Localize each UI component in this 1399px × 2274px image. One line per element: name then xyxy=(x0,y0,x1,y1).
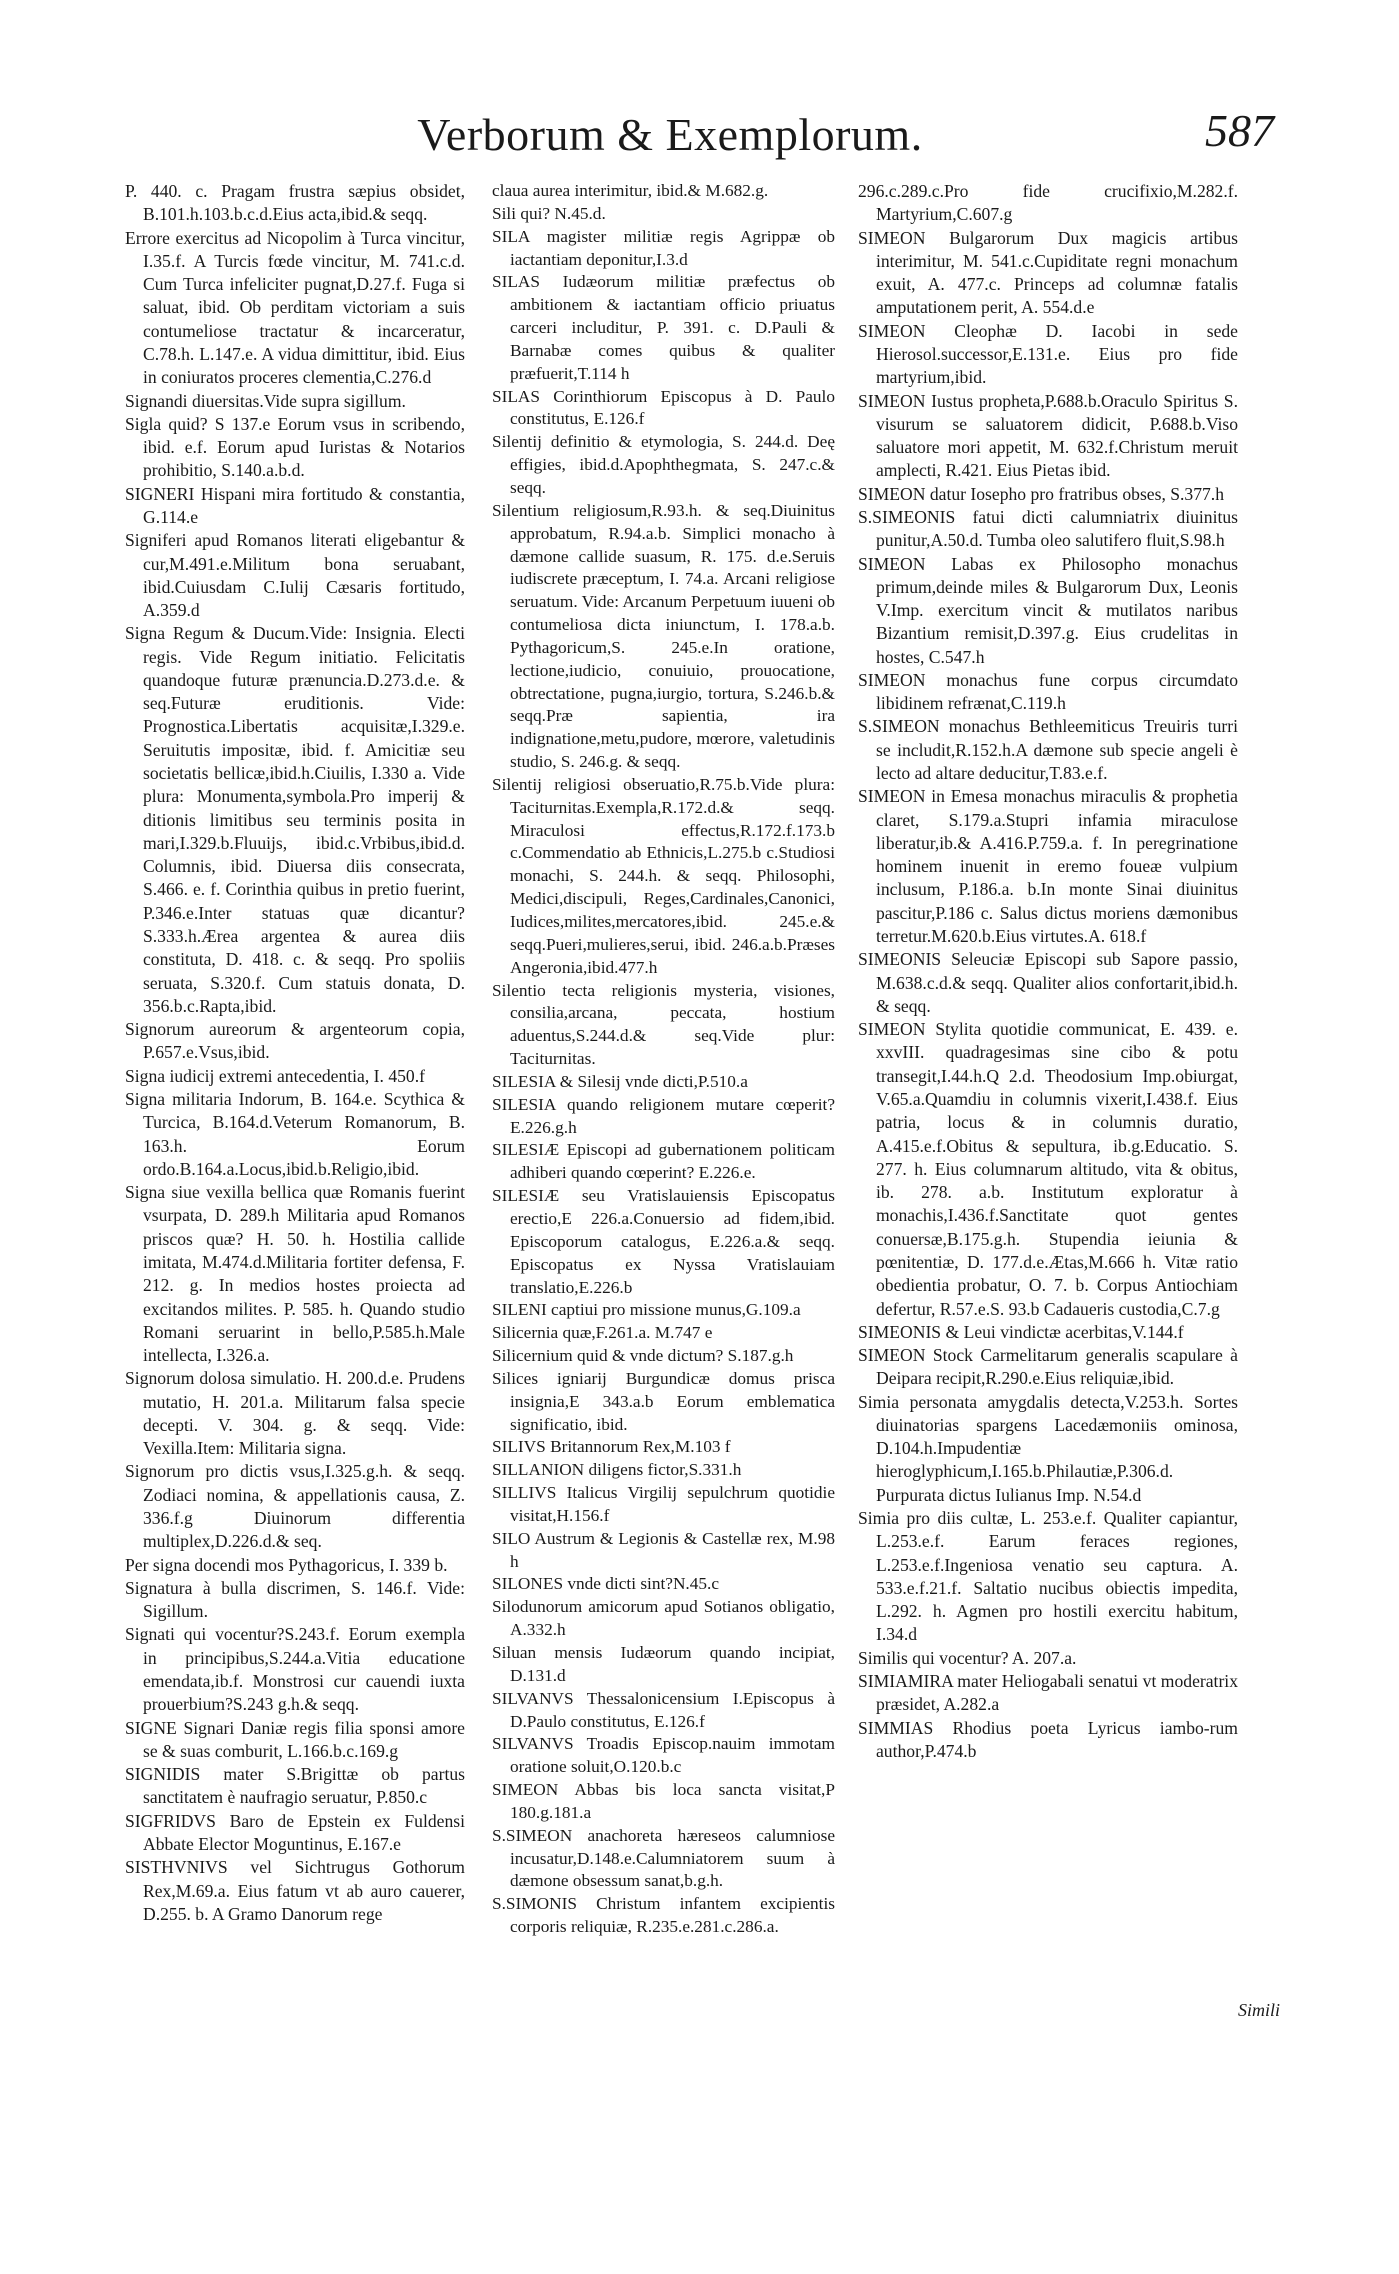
index-entry: SILENI captiui pro missione munus,G.109.a xyxy=(492,1300,801,1320)
index-entry: SILLIVS Italicus Virgilij sepulchrum quotidie visitat,H.156.f xyxy=(492,1483,835,1525)
index-entry: SIMEONIS & Leui vindictæ acerbitas,V.144.f xyxy=(858,1321,1184,1342)
index-entry: SIMIAMIRA mater Heliogabali senatui vt moderatrix præsidet, A.282.a xyxy=(858,1671,1238,1715)
index-entry: Siluan mensis Iudæorum quando incipiat, D.131.d xyxy=(492,1643,835,1685)
index-entry: Silentio tecta religionis mysteria, visiones, consilia,arcana, peccata, hostium aduentus,S.244.d.& seq.Vide plur: Taciturnitas. xyxy=(492,980,835,1069)
index-entry: SILONES vnde dicti sint?N.45.c xyxy=(492,1574,720,1594)
index-entry: Silodunorum amicorum apud Sotianos obligatio, A.332.h xyxy=(492,1597,835,1640)
index-entry: Signa siue vexilla bellica quæ Romanis fuerint vsurpata, D. 289.h Militaria apud Romanos priscos quæ? H. 50. h. Hostilia callide imitata, M.474.d.Militaria fortiter defensa, F. 212. g. In medios hostes proiecta ad excitandos milites. P. 585. h. Quando studio Romani seruarint in bello,P.585.h.Male intellecta, I.326.a. xyxy=(125,1182,465,1366)
index-entry: Simia pro diis cultæ, L. 253.e.f. Qualiter capiantur, L.253.e.f. Earum feraces regiones, L.253.e.f.Ingeniosa venatio seu captura. A. 533.e.f.21.f. Saltatio nucibus obiectis impedita, L.292. h. Agmen pro hostili exercitu habitum, I.34.d xyxy=(858,1508,1238,1645)
index-entry: SILESIÆ seu Vratislauiensis Episcopatus erectio,E 226.a.Conuersio ad fidem,ibid. Episcoporum catalogus, E.226.a.& seqq. Episcopatus ex Nyssa Vratislauiam translatio,E.226.b xyxy=(492,1186,835,1297)
index-entry: SIMEON Labas ex Philosopho monachus primum,deinde miles & Bulgarorum Dux, Leonis V.Imp. exercitum vincit & mutilatos naribus Bizantium remisit,D.397.g. Eius crudelitas in hostes, C.547.h xyxy=(858,553,1238,667)
index-entry: Silicernia quæ,F.261.a. M.747 e xyxy=(492,1323,713,1343)
index-entry: Errore exercitus ad Nicopolim à Turca vincitur, I.35.f. A Turcis fœde vincitur, M. 741.c.d. Cum Turca infeliciter pugnat,D.27.f. Fuga si saluat, ibid. Ob perditam victoriam a suis contumeliose tractatur & incarceratur, C.78.h. L.147.e. A vidua dimittitur, ibid. Eius in coniuratos proceres clementia,C.276.d xyxy=(125,227,465,388)
index-entry: SIGFRIDVS Baro de Epstein ex Fuldensi Abbate Elector Moguntinus, E.167.e xyxy=(125,1810,465,1854)
index-entry: SIMEON Bulgarorum Dux magicis artibus interimitur, M. 541.c.Cupiditate regni monachum exuit, A. 477.c. Princeps ad columnæ fatalis amputationem perit, A. 554.d.e xyxy=(858,227,1238,318)
index-entry: SILESIA & Silesij vnde dicti,P.510.a xyxy=(492,1071,748,1091)
index-entry: Per signa docendi mos Pythagoricus, I. 339 b. xyxy=(125,1554,448,1575)
index-entry: SIMEON datur Iosepho pro fratribus obses, S.377.h xyxy=(858,483,1225,504)
index-entry: S.SIMEON monachus Bethleemiticus Treuiris turri se includit,R.152.h.A dæmone sub specie angeli è lecto ad altare deducitur,T.83.e.f. xyxy=(858,716,1238,784)
index-entry: Signorum dolosa simulatio. H. 200.d.e. Prudens mutatio, H. 201.a. Militarum falsa specie decepti. V. 304. g. & seqq. Vide: Vexilla.Item: Militaria signa. xyxy=(125,1368,465,1459)
index-entry: Signa iudicij extremi antecedentia, I. 450.f xyxy=(125,1065,425,1086)
index-entry: SIMMIAS Rhodius poeta Lyricus iambo-rum author,P.474.b xyxy=(858,1717,1238,1761)
index-entry: Signorum aureorum & argenteorum copia, P.657.e.Vsus,ibid. xyxy=(125,1019,465,1063)
index-entry: Signatura à bulla discrimen, S. 146.f. Vide: Sigillum. xyxy=(125,1577,465,1622)
index-entry: S.SIMONIS Christum infantem excipientis corporis reliquiæ, R.235.e.281.c.286.a. xyxy=(492,1894,835,1937)
index-entry: SIGNERI Hispani mira fortitudo & constantia, G.114.e xyxy=(125,483,465,527)
index-entry: S.SIMEON anachoreta hæreseos calumniose incusatur,D.148.e.Calumniatorem suum à dæmone obsessum sanat,b.g.h. xyxy=(492,1825,835,1891)
index-entry: SIMEON Stock Carmelitarum generalis scapulare à Deipara recipit,R.290.e.Eius reliquiæ,ibid. xyxy=(858,1345,1238,1389)
index-entry: SILA magister militiæ regis Agrippæ ob iactantiam deponitur,I.3.d xyxy=(492,226,835,269)
index-entry: SILO Austrum & Legionis & Castellæ rex, M.98 h xyxy=(492,1528,835,1571)
index-entry: SIMEON Cleophæ D. Iacobi in sede Hierosol.successor,E.131.e. Eius pro fide martyrium,ibid. xyxy=(858,320,1238,388)
index-entry: SIMEON monachus fune corpus circumdato libidinem refrænat,C.119.h xyxy=(858,669,1238,714)
index-entry: Silentij definitio & etymologia, S. 244.d. Deę effigies, ibid.d.Apophthegmata, S. 247.c.& seqq. xyxy=(492,432,835,497)
index-entry: SIGNIDIS mater S.Brigittæ ob partus sanctitatem è naufragio seruatur, P.850.c xyxy=(125,1764,465,1808)
index-entry: P. 440. c. Pragam frustra sæpius obsidet, B.101.h.103.b.c.d.Eius acta,ibid.& seqq. xyxy=(125,181,465,225)
index-column-right xyxy=(858,180,1238,1763)
catchword: Simili xyxy=(1238,2000,1281,2020)
running-title: Verborum & Exemplorum. xyxy=(417,109,923,160)
index-entry: Silices igniarij Burgundicæ domus prisca insignia,E 343.a.b Eorum emblematica significatio, ibid. xyxy=(492,1368,835,1434)
index-entry: SIGNE Signari Daniæ regis filia sponsi amore se & suas comburit, L.166.b.c.169.g xyxy=(125,1717,465,1761)
index-entry: SILAS Iudæorum militiæ præfectus ob ambitionem & iactantiam officio priuatus carceri includitur, P. 391. c. D.Pauli & Barnabæ comes quibus & qualiter præfuerit,T.114 h xyxy=(492,272,835,383)
index-entry: 296.c.289.c.Pro fide crucifixio,M.282.f. Martyrium,C.607.g xyxy=(858,181,1238,225)
index-entry: Silentium religiosum,R.93.h. & seq.Diuinitus approbatum, R.94.a.b. Simplici monacho à dæmone callide suasum, R. 175. d.e.Seruis iudiscrete præceptum, I. 74.a. Arcani religiose seruatum. Vide: Arcanum Perpetuum iuueni ob contumeliosa dicta iniunctum, I. 178.a.b. Pythagoricum,S. 245.e.In oratione, lectione,iudicio, conuiuio, prouocatione, obtrectatione, pugna,iurgio, tortura, S.246.b.& seqq.Præ sapientia, ira indignatione,metu,pudore, mœrore, valetudinis studio, S. 246.g. & seqq. xyxy=(492,500,836,772)
page-number: 587 xyxy=(1205,105,1274,156)
index-entry: claua aurea interimitur, ibid.& M.682.g. xyxy=(492,181,769,200)
index-entry: SIMEON Abbas bis loca sancta visitat,P 180.g.181.a xyxy=(492,1780,835,1822)
index-entry: Signandi diuersitas.Vide supra sigillum. xyxy=(125,390,406,411)
index-entry: SISTHVNIVS vel Sichtrugus Gothorum Rex,M.69.a. Eius fatum vt ab auro cauerer, D.255. b. A Gramo Danorum rege xyxy=(125,1857,465,1924)
index-entry: Signati qui vocentur?S.243.f. Eorum exempla in principibus,S.244.a.Vitia educatione emendata,ib.f. Monstrosi cur cauendi iuxta prouerbium?S.243 g.h.& seqq. xyxy=(125,1624,465,1715)
index-entry: SILVANVS Thessalonicensium I.Episcopus à D.Paulo constitutus, E.126.f xyxy=(492,1688,835,1731)
index-entry: S.SIMEONIS fatui dicti calumniatrix diuinitus punitur,A.50.d. Tumba oleo salutifero fluit,S.98.h xyxy=(858,506,1238,551)
index-entry: SILAS Corinthiorum Episcopus à D. Paulo constitutus, E.126.f xyxy=(492,386,835,429)
index-column-left xyxy=(125,180,465,1926)
index-entry: Signa Regum & Ducum.Vide: Insignia. Electi regis. Vide Regum initiatio. Felicitatis quandoque futuræ prænuncia.D.273.d.e. & seq.Futuræ eruditionis. Vide: Prognostica.Libertatis acquisitæ,I.329.e. Seruitutis impositæ, ibid. f. Amicitiæ seu societatis bellicæ,ibid.h.Ciuilis, I.330 a. Vide plura: Monumenta,symbola.Pro imperij & ditionis limitibus seu terminis posita in mari,I.329.b.Fluuijs, ibid.c.Vrbibus,ibid.d. Columnis, ibid. Diuersa diis consecrata, S.466. e. f. Corinthia quibus in pretio fuerint, P.346.e.Inter statuas quæ dicantur? S.333.h.Ærea argentea & aurea diis constituta, D. 418. c. & seqq. Pro spoliis seruata, S.320.f. Cum statuis donata, D. 356.b.c.Rapta,ibid. xyxy=(125,623,465,1016)
index-entry: Sili qui? N.45.d. xyxy=(492,203,606,223)
index-entry: SILVANVS Troadis Episcop.nauim immotam oratione soluit,O.120.b.c xyxy=(492,1734,835,1777)
index-entry: Simia personata amygdalis detecta,V.253.h. Sortes diuinatorias spargens Lacedæmoniis ominosa, D.104.h.Impudentiæ hieroglyphicum,I.165.b.Philautiæ,P.306.d. Purpurata dictus Iulianus Imp. N.54.d xyxy=(858,1391,1238,1505)
index-entry: SILESIA quando religionem mutare cœperit?E.226.g.h xyxy=(492,1094,835,1137)
index-entry: SIMEON Stylita quotidie communicat, E. 439. e. xxvIII. quadragesimas sine cibo & potu transegit,I.44.h.Q 2.d. Theodosium Imp.obiurgat, V.65.a.Quamdiu in columnis vixerit,I.438.f. Eius patria, locus & in columnis duratio, A.415.e.f.Obitus & sepultura, ib.g.Educatio. S. 277. h. Eius columnarum altitudo, vita & obitus, ib. 278. a.b. Institutum exploratur à monachis,I.436.f.Sanctitate quot gentes conuersæ,B.175.g.h. Stupendia ieiunia & pœnitentiæ, D. 177.d.e.Ætas,M.666 h. Vitæ ratio obedientia probatur, O. 7. b. Corpus Antiochiam defertur, R.57.e.S. 93.b Cadaueris custodia,C.7.g xyxy=(858,1019,1238,1319)
index-column-middle xyxy=(492,180,835,1939)
index-entry: SIMEON Iustus propheta,P.688.b.Oraculo Spiritus S. visurum se saluatorem didicit, P.688.b.Viso saluatore mori appetit, M. 632.f.Christum meruit amplecti, R.421. Eius Pietas ibid. xyxy=(858,390,1238,481)
index-entry: SILLANION diligens fictor,S.331.h xyxy=(492,1460,742,1480)
index-entry: Signiferi apud Romanos literati eligebantur & cur,M.491.e.Militum bona seruabant, ibid.Cuiusdam C.Iulij Cæsaris fortitudo, A.359.d xyxy=(125,530,465,621)
index-entry: Silentij religiosi obseruatio,R.75.b.Vide plura: Taciturnitas.Exempla,R.172.d.& seqq. Miraculosi effectus,R.172.f.173.b c.Commendatio ab Ethnicis,L.275.b c.Studiosi monachi, S. 244.h. & seqq. Philosophi, Medici,discipuli, Reges,Cardinales,Canonici, Iudices,milites,mercatores,ibid. 245.e.& seqq.Pueri,mulieres,serui, ibid. 246.a.b.Præses Angeronia,ibid.477.h xyxy=(492,774,835,977)
index-entry: Signa militaria Indorum, B. 164.e. Scythica & Turcica, B.164.d.Veterum Romanorum, B. 163.h. Eorum ordo.B.164.a.Locus,ibid.b.Religio,ibid. xyxy=(125,1088,465,1179)
index-entry: Silicernium quid & vnde dictum? S.187.g.h xyxy=(492,1346,794,1366)
index-entry: SIMEON in Emesa monachus miraculis & prophetia claret, S.179.a.Stupri infamia miraculose liberatur,ib.& A.416.P.759.a. f. In peregrinatione hominem inuenit in eremo foueæ vulpium inclusum, P.186.a. b.In monte Sinai diuinitus pascitur,P.186 c. Salus dictus moriens dæmonibus terretur.M.620.b.Eius virtutes.A. 618.f xyxy=(858,786,1238,946)
index-entry: Similis qui vocentur? A. 207.a. xyxy=(858,1647,1077,1668)
index-entry: SIMEONIS Seleuciæ Episcopi sub Sapore passio, M.638.c.d.& seqq. Qualiter alios confortarit,ibid.h. & seqq. xyxy=(858,949,1238,1016)
index-entry: Signorum pro dictis vsus,I.325.g.h. & seqq. Zodiaci nomina, & appellationis causa, Z. 336.f.g Diuinorum differentia multiplex,D.226.d.& seq. xyxy=(125,1461,465,1552)
index-entry: SILIVS Britannorum Rex,M.103 f xyxy=(492,1437,731,1457)
index-entry: SILESIÆ Episcopi ad gubernationem politicam adhiberi quando cœperint? E.226.e. xyxy=(492,1140,835,1183)
index-entry: Sigla quid? S 137.e Eorum vsus in scribendo, ibid. e.f. Eorum apud Iuristas & Notarios prohibitio, S.140.a.b.d. xyxy=(125,413,465,481)
